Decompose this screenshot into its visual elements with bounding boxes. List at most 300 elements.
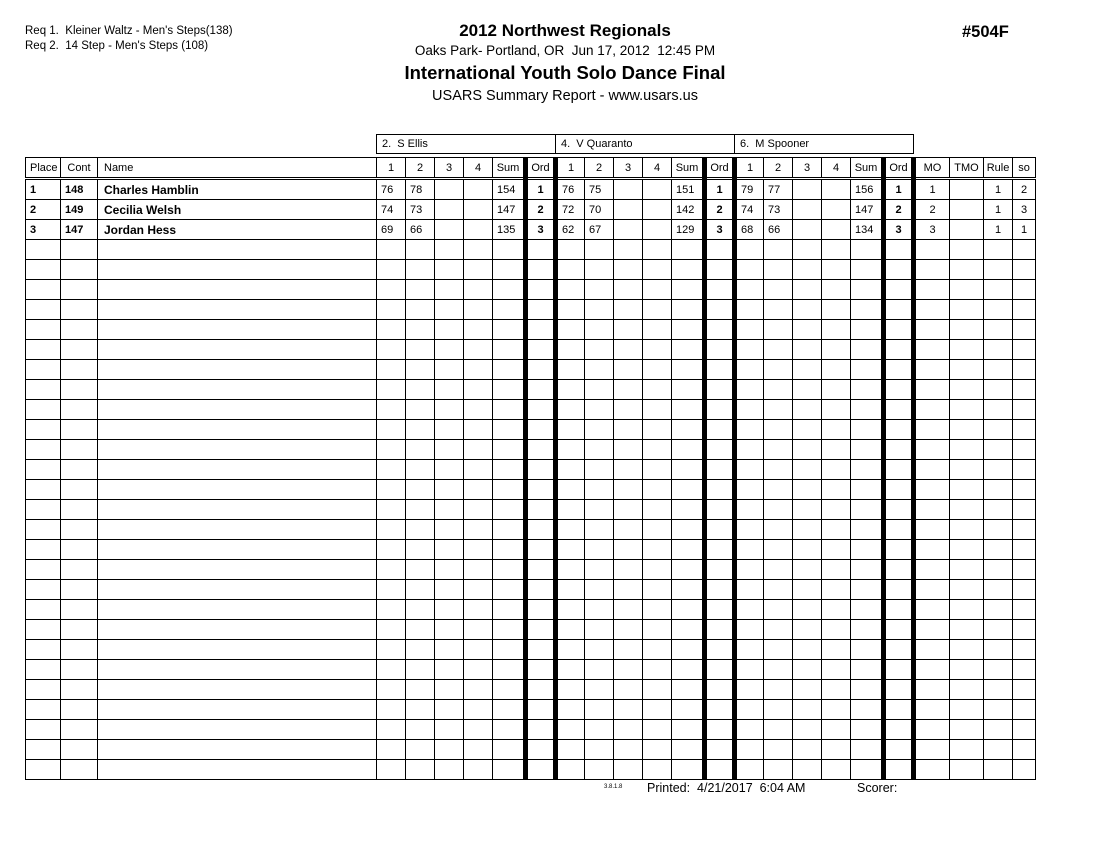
empty-cell <box>672 260 705 280</box>
empty-cell <box>406 320 435 340</box>
empty-cell <box>643 480 672 500</box>
empty-cell <box>735 680 764 700</box>
empty-cell <box>614 540 643 560</box>
empty-cell <box>1013 500 1036 520</box>
empty-cell <box>822 760 851 780</box>
empty-cell <box>26 420 61 440</box>
empty-cell <box>98 740 377 760</box>
empty-cell <box>1013 360 1036 380</box>
empty-cell <box>377 380 406 400</box>
printed-label: Printed: <box>647 781 691 795</box>
empty-cell <box>377 480 406 500</box>
empty-cell <box>672 760 705 780</box>
rule-cell: 1 <box>984 220 1013 240</box>
empty-cell <box>406 440 435 460</box>
empty-cell <box>464 660 493 680</box>
empty-cell <box>914 640 950 660</box>
empty-cell <box>493 540 526 560</box>
score-cell <box>822 179 851 200</box>
place-cell: 2 <box>26 200 61 220</box>
score-cell <box>793 220 822 240</box>
empty-cell <box>526 380 556 400</box>
empty-cell <box>493 760 526 780</box>
empty-cell <box>984 680 1013 700</box>
score-cell: 78 <box>406 179 435 200</box>
empty-cell <box>735 460 764 480</box>
empty-cell <box>914 440 950 460</box>
empty-cell <box>793 660 822 680</box>
col-header-j1-2: 2 <box>406 158 435 179</box>
empty-cell <box>643 580 672 600</box>
empty-cell <box>526 600 556 620</box>
judge-header-1: 2. S Ellis <box>376 134 556 154</box>
empty-cell <box>61 460 98 480</box>
empty-cell <box>851 260 884 280</box>
empty-cell <box>735 580 764 600</box>
empty-cell <box>914 460 950 480</box>
empty-cell <box>26 680 61 700</box>
score-cell <box>793 179 822 200</box>
empty-cell <box>406 280 435 300</box>
empty-cell <box>61 400 98 420</box>
empty-cell <box>851 280 884 300</box>
empty-cell <box>884 660 914 680</box>
empty-cell <box>556 720 585 740</box>
empty-cell <box>26 340 61 360</box>
empty-cell <box>643 500 672 520</box>
empty-cell <box>764 400 793 420</box>
score-cell <box>464 220 493 240</box>
empty-cell <box>614 340 643 360</box>
score-cell <box>464 200 493 220</box>
empty-cell <box>464 700 493 720</box>
empty-cell <box>851 400 884 420</box>
empty-cell <box>435 380 464 400</box>
empty-cell <box>26 760 61 780</box>
mo-cell: 1 <box>914 179 950 200</box>
empty-cell <box>851 680 884 700</box>
empty-cell <box>377 620 406 640</box>
empty-cell <box>884 560 914 580</box>
empty-cell <box>614 240 643 260</box>
empty-cell <box>406 340 435 360</box>
empty-cell <box>61 520 98 540</box>
empty-cell <box>26 280 61 300</box>
empty-cell <box>614 660 643 680</box>
empty-cell <box>764 640 793 660</box>
empty-cell <box>764 560 793 580</box>
empty-cell <box>764 480 793 500</box>
empty-cell <box>984 720 1013 740</box>
empty-cell <box>493 320 526 340</box>
empty-cell <box>98 540 377 560</box>
empty-cell <box>822 540 851 560</box>
empty-cell <box>822 520 851 540</box>
empty-cell <box>556 640 585 660</box>
empty-cell <box>793 600 822 620</box>
empty-cell <box>851 420 884 440</box>
empty-cell <box>1013 280 1036 300</box>
empty-cell <box>377 760 406 780</box>
empty-cell <box>435 680 464 700</box>
so-cell: 3 <box>1013 200 1036 220</box>
empty-cell <box>556 560 585 580</box>
empty-cell <box>672 740 705 760</box>
empty-cell <box>851 300 884 320</box>
judge-header-3: 6. M Spooner <box>734 134 914 154</box>
empty-cell <box>61 580 98 600</box>
empty-cell <box>884 360 914 380</box>
empty-cell <box>735 700 764 720</box>
empty-cell <box>377 260 406 280</box>
empty-cell <box>735 720 764 740</box>
empty-cell <box>377 240 406 260</box>
empty-cell <box>705 740 735 760</box>
empty-cell <box>735 740 764 760</box>
score-cell: 70 <box>585 200 614 220</box>
empty-cell <box>61 540 98 560</box>
empty-cell <box>377 700 406 720</box>
mo-cell: 2 <box>914 200 950 220</box>
col-header-j3-2: 2 <box>764 158 793 179</box>
empty-cell <box>585 460 614 480</box>
empty-cell <box>493 600 526 620</box>
score-cell <box>435 179 464 200</box>
empty-cell <box>26 620 61 640</box>
empty-cell <box>643 240 672 260</box>
empty-cell <box>464 240 493 260</box>
empty-cell <box>493 440 526 460</box>
empty-cell <box>61 560 98 580</box>
empty-cell <box>1013 720 1036 740</box>
empty-cell <box>556 600 585 620</box>
empty-cell <box>435 520 464 540</box>
empty-cell <box>61 340 98 360</box>
competition-title: 2012 Northwest Regionals <box>459 21 671 40</box>
sum-cell: 142 <box>672 200 705 220</box>
empty-cell <box>914 540 950 560</box>
empty-cell <box>984 620 1013 640</box>
empty-cell <box>851 540 884 560</box>
empty-cell <box>493 340 526 360</box>
empty-cell <box>464 740 493 760</box>
empty-cell <box>764 300 793 320</box>
empty-cell <box>614 720 643 740</box>
empty-cell <box>614 560 643 580</box>
empty-cell <box>406 360 435 380</box>
empty-row <box>26 320 1036 340</box>
empty-cell <box>435 540 464 560</box>
empty-row <box>26 660 1036 680</box>
empty-cell <box>764 700 793 720</box>
empty-cell <box>822 580 851 600</box>
empty-cell <box>643 640 672 660</box>
empty-cell <box>377 640 406 660</box>
empty-cell <box>672 660 705 680</box>
empty-cell <box>705 520 735 540</box>
empty-cell <box>764 360 793 380</box>
empty-cell <box>556 440 585 460</box>
sum-cell: 156 <box>851 179 884 200</box>
empty-cell <box>435 600 464 620</box>
empty-cell <box>914 300 950 320</box>
empty-cell <box>764 440 793 460</box>
empty-cell <box>406 620 435 640</box>
col-header-j3-1: 1 <box>735 158 764 179</box>
col-header-j2-2: 2 <box>585 158 614 179</box>
empty-cell <box>614 300 643 320</box>
empty-cell <box>705 240 735 260</box>
empty-cell <box>556 360 585 380</box>
empty-cell <box>493 420 526 440</box>
empty-cell <box>377 560 406 580</box>
tmo-cell <box>950 200 984 220</box>
empty-cell <box>585 240 614 260</box>
empty-cell <box>735 340 764 360</box>
empty-cell <box>1013 740 1036 760</box>
empty-cell <box>526 660 556 680</box>
empty-cell <box>406 680 435 700</box>
empty-cell <box>556 380 585 400</box>
empty-cell <box>61 680 98 700</box>
empty-cell <box>884 340 914 360</box>
empty-cell <box>884 580 914 600</box>
empty-cell <box>406 640 435 660</box>
empty-cell <box>672 340 705 360</box>
title-block <box>330 21 800 105</box>
empty-cell <box>464 320 493 340</box>
col-header-j3-ord: Ord <box>884 158 914 179</box>
empty-cell <box>705 500 735 520</box>
table-row <box>26 179 1036 200</box>
empty-cell <box>822 460 851 480</box>
empty-cell <box>493 260 526 280</box>
empty-cell <box>435 460 464 480</box>
empty-cell <box>493 580 526 600</box>
empty-cell <box>556 280 585 300</box>
empty-cell <box>493 520 526 540</box>
empty-cell <box>643 460 672 480</box>
empty-cell <box>614 380 643 400</box>
venue-date-line: Oaks Park- Portland, OR Jun 17, 2012 12:45 PM <box>414 43 716 58</box>
empty-cell <box>526 700 556 720</box>
mo-cell: 3 <box>914 220 950 240</box>
empty-cell <box>793 560 822 580</box>
empty-cell <box>26 560 61 580</box>
ord-cell: 1 <box>526 179 556 200</box>
empty-cell <box>851 720 884 740</box>
empty-cell <box>764 520 793 540</box>
empty-cell <box>614 700 643 720</box>
empty-row <box>26 560 1036 580</box>
empty-cell <box>26 580 61 600</box>
empty-cell <box>526 340 556 360</box>
empty-cell <box>914 240 950 260</box>
empty-cell <box>61 500 98 520</box>
empty-cell <box>435 760 464 780</box>
empty-cell <box>526 580 556 600</box>
empty-cell <box>26 640 61 660</box>
col-header-j2-1: 1 <box>556 158 585 179</box>
empty-cell <box>914 600 950 620</box>
empty-cell <box>526 400 556 420</box>
empty-cell <box>406 560 435 580</box>
empty-cell <box>1013 520 1036 540</box>
empty-cell <box>984 700 1013 720</box>
empty-cell <box>98 700 377 720</box>
empty-cell <box>950 660 984 680</box>
empty-cell <box>26 700 61 720</box>
empty-cell <box>705 620 735 640</box>
empty-cell <box>984 560 1013 580</box>
empty-cell <box>585 560 614 580</box>
empty-cell <box>585 500 614 520</box>
empty-cell <box>884 240 914 260</box>
empty-cell <box>884 640 914 660</box>
cont-cell: 148 <box>61 179 98 200</box>
empty-cell <box>793 640 822 660</box>
empty-cell <box>1013 380 1036 400</box>
empty-cell <box>1013 320 1036 340</box>
empty-cell <box>705 760 735 780</box>
col-header-j1-4: 4 <box>464 158 493 179</box>
empty-cell <box>950 440 984 460</box>
empty-cell <box>377 300 406 320</box>
empty-cell <box>614 400 643 420</box>
empty-cell <box>643 340 672 360</box>
empty-cell <box>493 240 526 260</box>
empty-cell <box>735 540 764 560</box>
empty-cell <box>764 260 793 280</box>
empty-cell <box>61 480 98 500</box>
empty-cell <box>526 640 556 660</box>
col-header-j3-3: 3 <box>793 158 822 179</box>
empty-cell <box>493 680 526 700</box>
empty-cell <box>914 260 950 280</box>
empty-cell <box>914 320 950 340</box>
empty-cell <box>884 420 914 440</box>
empty-cell <box>61 240 98 260</box>
empty-cell <box>672 400 705 420</box>
empty-cell <box>793 260 822 280</box>
score-cell: 66 <box>764 220 793 240</box>
empty-row <box>26 640 1036 660</box>
empty-cell <box>914 400 950 420</box>
empty-cell <box>377 660 406 680</box>
empty-cell <box>950 740 984 760</box>
empty-cell <box>526 760 556 780</box>
empty-cell <box>614 360 643 380</box>
empty-cell <box>1013 240 1036 260</box>
empty-row <box>26 580 1036 600</box>
empty-cell <box>493 460 526 480</box>
empty-cell <box>435 700 464 720</box>
score-cell: 73 <box>764 200 793 220</box>
empty-cell <box>1013 560 1036 580</box>
score-cell: 68 <box>735 220 764 240</box>
empty-row <box>26 340 1036 360</box>
empty-cell <box>585 340 614 360</box>
empty-cell <box>556 420 585 440</box>
col-header-j2-3: 3 <box>614 158 643 179</box>
empty-cell <box>884 680 914 700</box>
empty-cell <box>672 380 705 400</box>
empty-cell <box>884 380 914 400</box>
empty-cell <box>735 760 764 780</box>
empty-cell <box>735 620 764 640</box>
col-header-j2-ord: Ord <box>705 158 735 179</box>
empty-cell <box>914 560 950 580</box>
ord-cell: 3 <box>884 220 914 240</box>
empty-row <box>26 500 1036 520</box>
empty-cell <box>793 480 822 500</box>
empty-cell <box>950 760 984 780</box>
name-cell: Cecilia Welsh <box>98 200 377 220</box>
table-row <box>26 200 1036 220</box>
sum-cell: 129 <box>672 220 705 240</box>
req-line-2: Req 2. 14 Step - Men's Steps (108) <box>25 40 209 52</box>
empty-cell <box>672 720 705 740</box>
empty-cell <box>493 480 526 500</box>
empty-cell <box>735 360 764 380</box>
empty-cell <box>435 320 464 340</box>
col-header-j3-sum: Sum <box>851 158 884 179</box>
empty-cell <box>406 760 435 780</box>
empty-cell <box>526 540 556 560</box>
empty-cell <box>526 320 556 340</box>
empty-cell <box>1013 580 1036 600</box>
empty-cell <box>98 620 377 640</box>
empty-cell <box>984 580 1013 600</box>
empty-cell <box>764 380 793 400</box>
empty-cell <box>950 700 984 720</box>
empty-cell <box>406 660 435 680</box>
empty-cell <box>98 520 377 540</box>
empty-cell <box>793 680 822 700</box>
empty-cell <box>26 360 61 380</box>
empty-cell <box>556 300 585 320</box>
empty-cell <box>61 380 98 400</box>
empty-cell <box>464 460 493 480</box>
empty-cell <box>705 380 735 400</box>
empty-cell <box>464 260 493 280</box>
empty-cell <box>26 380 61 400</box>
empty-cell <box>98 360 377 380</box>
empty-cell <box>672 540 705 560</box>
score-cell <box>435 200 464 220</box>
empty-cell <box>884 480 914 500</box>
empty-cell <box>493 500 526 520</box>
empty-cell <box>435 500 464 520</box>
empty-cell <box>643 280 672 300</box>
empty-cell <box>643 540 672 560</box>
empty-cell <box>585 600 614 620</box>
empty-cell <box>435 360 464 380</box>
empty-cell <box>1013 540 1036 560</box>
score-cell <box>614 220 643 240</box>
empty-cell <box>26 260 61 280</box>
empty-cell <box>377 420 406 440</box>
empty-cell <box>884 400 914 420</box>
empty-cell <box>464 760 493 780</box>
empty-cell <box>493 280 526 300</box>
empty-cell <box>793 440 822 460</box>
empty-cell <box>556 680 585 700</box>
empty-cell <box>377 580 406 600</box>
empty-row <box>26 240 1036 260</box>
empty-cell <box>377 360 406 380</box>
empty-cell <box>26 460 61 480</box>
